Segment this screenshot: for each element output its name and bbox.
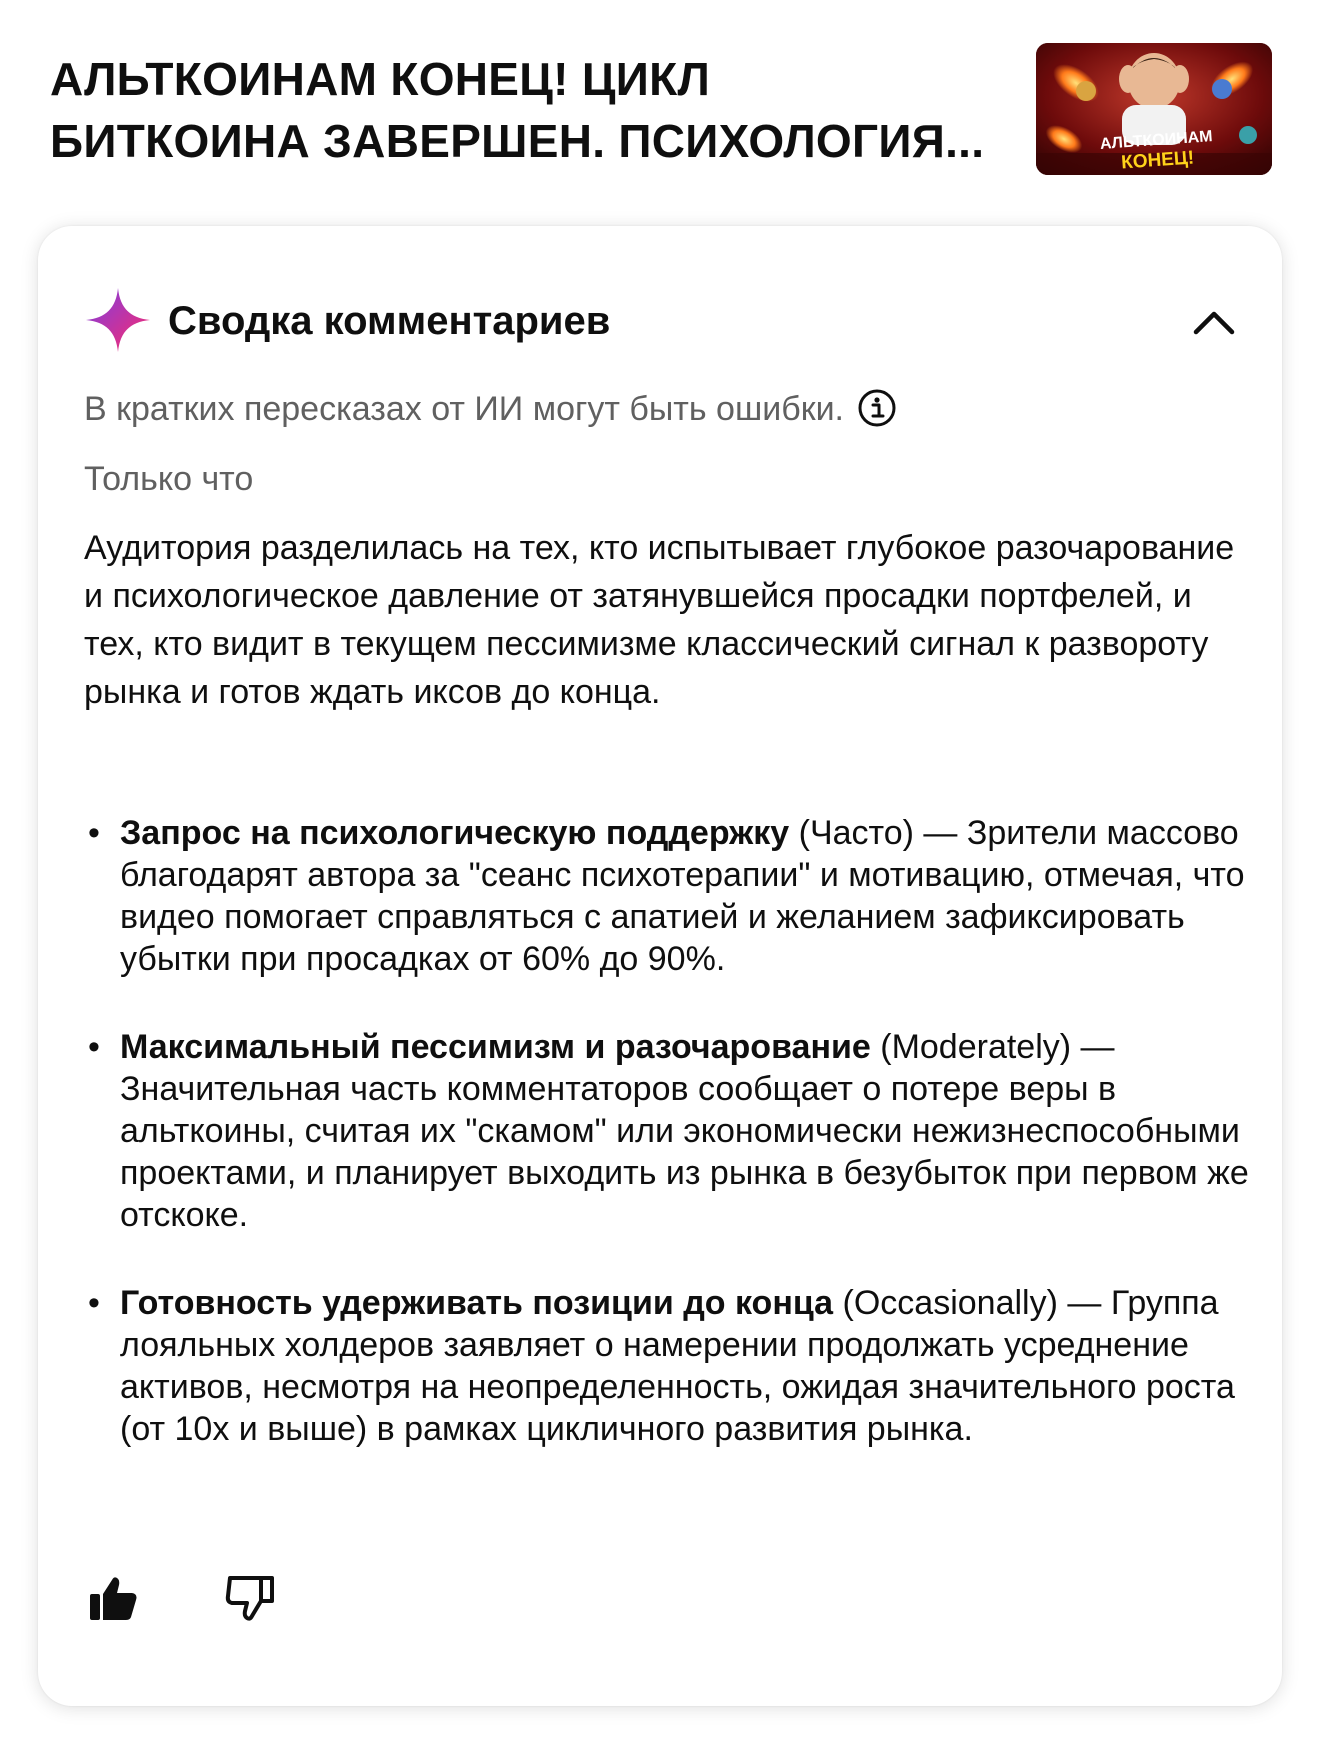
topic-frequency: (Occasionally) — <box>833 1284 1111 1322</box>
comment-summary-card <box>38 226 1282 1706</box>
bullet-icon: • <box>88 1284 100 1322</box>
topic-item <box>84 1282 1254 1450</box>
sparkle-icon <box>84 286 152 354</box>
summary-timestamp: Только что <box>84 460 254 498</box>
card-title: Сводка комментариев <box>168 299 611 343</box>
feedback-buttons <box>84 1568 304 1628</box>
topic-name: Готовность удерживать позиции до конца <box>120 1284 834 1322</box>
thumbnail-caption-line1: АЛЬТКОИНАМ <box>1099 128 1214 153</box>
video-title[interactable]: АЛЬТКОИНАМ КОНЕЦ! ЦИКЛ БИТКОИНА ЗАВЕРШЕН. ПСИХОЛОГИЯ... <box>50 53 985 167</box>
topic-name: Максимальный пессимизм и разочарование <box>120 1028 871 1066</box>
ai-disclaimer <box>84 384 898 434</box>
topic-text: Значительная часть комментаторов сообщает о потере веры в альткоины, считая их "скамом" или экономически нежизнеспособными проектами, и планирует выходить из рынка в безубыток при первом же отскоке. <box>120 1070 1249 1234</box>
topic-item <box>84 1026 1254 1236</box>
ai-disclaimer-text: В кратких пересказах от ИИ могут быть ошибки. <box>84 390 845 428</box>
topic-frequency: (Moderately) — <box>870 1028 1115 1066</box>
thumbs-down-icon[interactable] <box>220 1568 280 1628</box>
topic-item <box>84 812 1254 980</box>
info-icon[interactable] <box>856 387 898 429</box>
bullet-icon: • <box>88 1028 100 1066</box>
thumbnail-caption-line2: КОНЕЦ! <box>1120 147 1195 174</box>
topic-frequency: (Часто) — <box>789 814 967 852</box>
card-header <box>84 286 1236 360</box>
bullet-icon: • <box>88 814 100 852</box>
topic-list <box>84 812 1254 1496</box>
video-thumbnail[interactable] <box>1036 43 1272 175</box>
topic-text: Зрители массово благодарят автора за "сеанс психотерапии" и мотивацию, отмечая, что видео помогает справляться с апатией и желанием зафиксировать убытки при просадках от 60% до 90%. <box>120 814 1245 978</box>
video-header <box>0 0 1320 210</box>
thumbs-up-icon[interactable] <box>84 1568 144 1628</box>
summary-overview: Аудитория разделилась на тех, кто испытывает глубокое разочарование и психологическое давление от затянувшейся просадки портфелей, и тех, кто видит в текущем пессимизме классический сигнал к развороту рынка и готов ждать иксов до конца. <box>84 529 1235 711</box>
topic-text: Группа лояльных холдеров заявляет о намерении продолжать усреднение активов, несмотря на неопределенность, ожидая значительного роста (от 10x и выше) в рамках цикличного развития рынка. <box>120 1284 1235 1448</box>
chevron-up-icon[interactable] <box>1184 292 1244 352</box>
topic-name: Запрос на психологическую поддержку <box>120 814 790 852</box>
